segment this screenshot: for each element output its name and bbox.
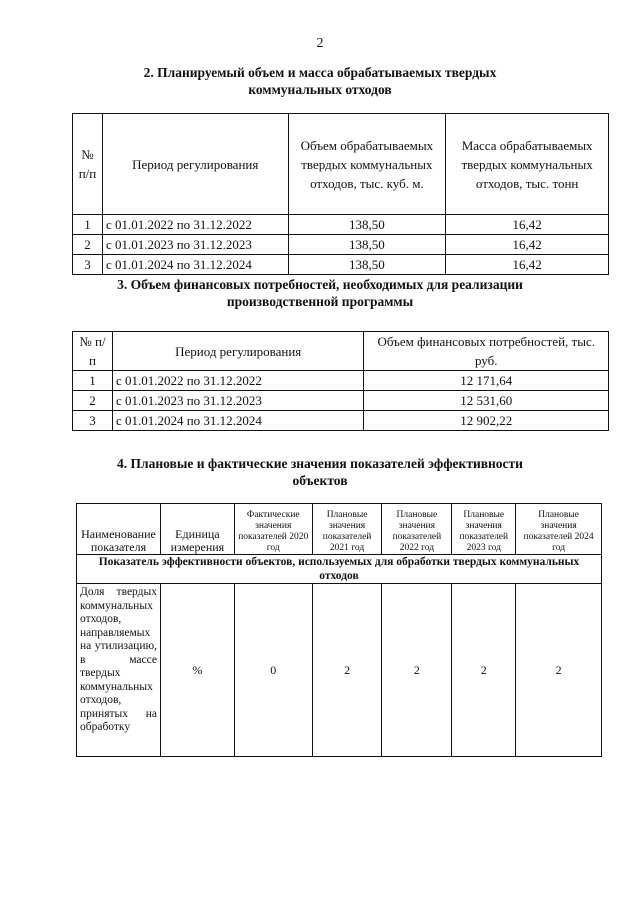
section4-title xyxy=(40,455,600,489)
table-row xyxy=(73,235,609,255)
section3-title xyxy=(40,276,600,310)
cell-num: 3 xyxy=(73,411,113,431)
cell-num: 1 xyxy=(73,215,103,235)
cell-plan-2023: 2 xyxy=(452,584,516,757)
table-row xyxy=(73,411,609,431)
cell-plan-2022: 2 xyxy=(382,584,452,757)
cell-num: 1 xyxy=(73,371,113,391)
cell-period: с 01.01.2023 по 31.12.2023 xyxy=(112,391,364,411)
header-plan-2024: Плановые значения показателей 2024 год xyxy=(516,504,602,555)
cell-plan-2024: 2 xyxy=(516,584,602,757)
cell-num: 2 xyxy=(73,235,103,255)
header-plan-2021: Плановые значения показателей 2021 год xyxy=(312,504,382,555)
header-name: Наименование показателя xyxy=(77,504,161,555)
section-heading-cell: Показатель эффективности объектов, используемых для обработки твердых коммунальных отходов xyxy=(77,555,602,584)
cell-volume: 138,50 xyxy=(288,255,446,275)
header-amount: Объем финансовых потребностей, тыс. руб. xyxy=(364,332,609,371)
section2-title xyxy=(40,64,600,98)
header-num: № п/п xyxy=(73,332,113,371)
cell-plan-2021: 2 xyxy=(312,584,382,757)
cell-mass: 16,42 xyxy=(446,235,609,255)
cell-unit: % xyxy=(160,584,234,757)
cell-indicator-name: Доля твердых коммунальных отходов, направляемых на утилизацию, в массе твердых коммунальных отходов, принятых на обработку xyxy=(77,584,161,757)
header-num: № п/п xyxy=(73,114,103,215)
section4-title-line1: 4. Плановые и фактические значения показателей эффективности xyxy=(117,456,523,471)
cell-amount: 12 171,64 xyxy=(364,371,609,391)
table-row xyxy=(73,391,609,411)
waste-volume-table xyxy=(72,113,609,275)
financial-needs-table xyxy=(72,331,609,431)
cell-period: с 01.01.2024 по 31.12.2024 xyxy=(112,411,364,431)
table-header-row xyxy=(73,332,609,371)
cell-volume: 138,50 xyxy=(288,215,446,235)
table-header-row xyxy=(73,114,609,215)
section3-title-line2: производственной программы xyxy=(226,294,414,309)
table-header-row xyxy=(77,504,602,555)
cell-period: с 01.01.2022 по 31.12.2022 xyxy=(102,215,288,235)
header-mass: Масса обрабатываемых твердых коммунальных отходов, тыс. тонн xyxy=(446,114,609,215)
header-fact-2020: Фактические значения показателей 2020 год xyxy=(234,504,312,555)
cell-volume: 138,50 xyxy=(288,235,446,255)
efficiency-indicators-table xyxy=(76,503,602,757)
section2-title-line2: коммунальных отходов xyxy=(248,82,392,97)
page-number: 2 xyxy=(316,36,324,51)
section3-title-line1: 3. Объем финансовых потребностей, необходимых для реализации xyxy=(117,277,523,292)
cell-period: с 01.01.2023 по 31.12.2023 xyxy=(102,235,288,255)
header-period: Период регулирования xyxy=(102,114,288,215)
cell-mass: 16,42 xyxy=(446,215,609,235)
header-plan-2022: Плановые значения показателей 2022 год xyxy=(382,504,452,555)
header-volume: Объем обрабатываемых твердых коммунальных отходов, тыс. куб. м. xyxy=(288,114,446,215)
table-row xyxy=(77,584,602,757)
table-row xyxy=(73,255,609,275)
section2-title-line1: 2. Планируемый объем и масса обрабатываемых твердых xyxy=(143,65,497,80)
cell-period: с 01.01.2022 по 31.12.2022 xyxy=(112,371,364,391)
cell-fact-2020: 0 xyxy=(234,584,312,757)
header-period: Период регулирования xyxy=(112,332,364,371)
cell-num: 3 xyxy=(73,255,103,275)
table-row xyxy=(73,371,609,391)
cell-num: 2 xyxy=(73,391,113,411)
table-row xyxy=(73,215,609,235)
cell-amount: 12 531,60 xyxy=(364,391,609,411)
cell-mass: 16,42 xyxy=(446,255,609,275)
section-heading-row xyxy=(77,555,602,584)
header-plan-2023: Плановые значения показателей 2023 год xyxy=(452,504,516,555)
header-unit: Единица измерения xyxy=(160,504,234,555)
section4-title-line2: объектов xyxy=(292,473,348,488)
cell-amount: 12 902,22 xyxy=(364,411,609,431)
cell-period: с 01.01.2024 по 31.12.2024 xyxy=(102,255,288,275)
